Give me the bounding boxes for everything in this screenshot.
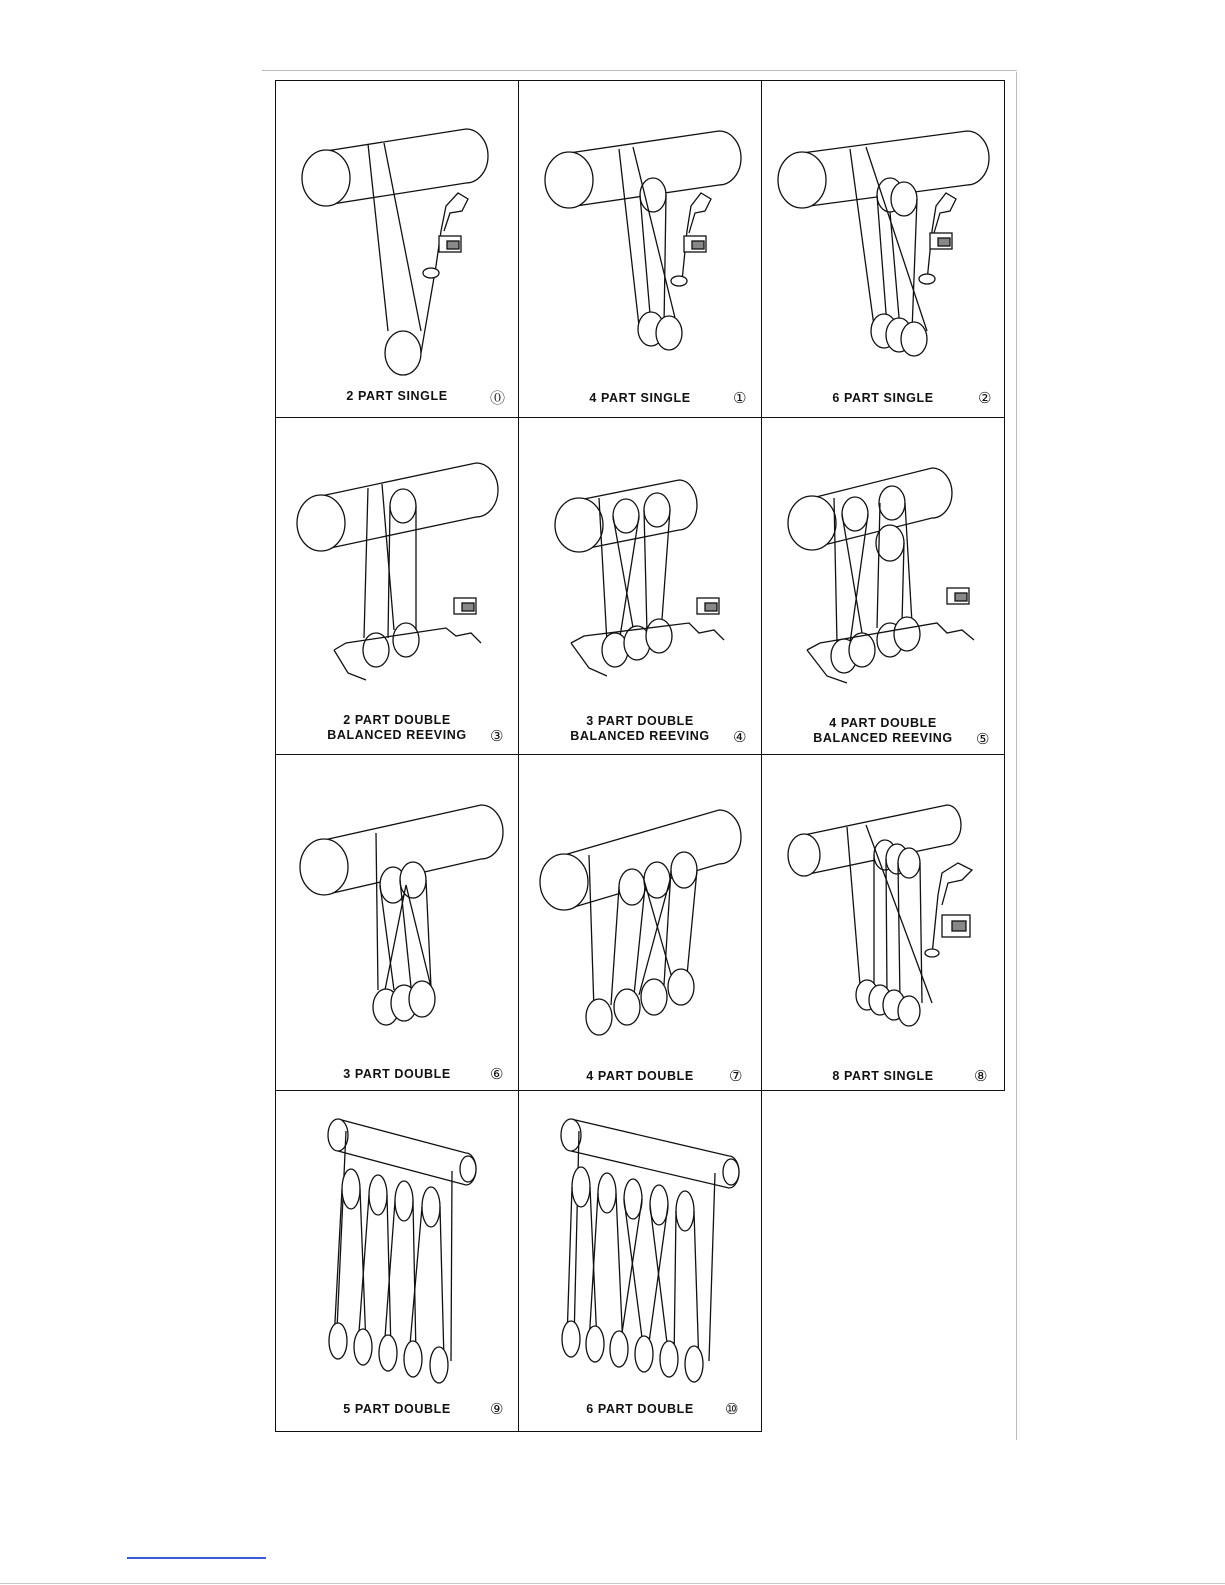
caption-line: 2 PART SINGLE — [346, 389, 448, 403]
reeving-drawing-2-part-single — [276, 81, 519, 418]
reeving-drawing-6-part-single — [762, 81, 1005, 418]
panel-number: ② — [978, 389, 992, 407]
caption-line: 6 PART SINGLE — [832, 391, 934, 405]
right-rule — [1016, 72, 1017, 1440]
caption-line: BALANCED REEVING — [327, 728, 467, 742]
panel-6-part-double — [518, 1090, 762, 1432]
panel-number: ④ — [733, 728, 747, 746]
panel-number: ① — [733, 389, 747, 407]
caption-line: 4 PART SINGLE — [589, 391, 691, 405]
panel-number: ⑥ — [490, 1065, 504, 1083]
caption-line: 5 PART DOUBLE — [343, 1402, 451, 1416]
caption-line: 3 PART DOUBLE — [586, 714, 694, 728]
reeving-drawing-3-part-double — [276, 755, 519, 1091]
panel-2-part-double-balanced — [275, 417, 519, 755]
panel-8-part-single — [761, 754, 1005, 1091]
panel-4-part-double-balanced — [761, 417, 1005, 755]
reeving-drawing-4-part-double-balanced — [762, 418, 1005, 755]
panel-5-part-double — [275, 1090, 519, 1432]
reeving-drawing-6-part-double — [519, 1091, 762, 1432]
panel-number: ⓪ — [490, 389, 506, 407]
caption-line: 2 PART DOUBLE — [343, 713, 451, 727]
panel-number: ③ — [490, 727, 504, 745]
panel-3-part-double-balanced — [518, 417, 762, 755]
panel-6-part-single — [761, 80, 1005, 418]
caption-line: 4 PART DOUBLE — [829, 716, 937, 730]
reeving-drawing-2-part-double-balanced — [276, 418, 519, 755]
panel-number: ⑨ — [490, 1400, 504, 1418]
reeving-drawing-4-part-double — [519, 755, 762, 1091]
panel-number: ⑧ — [974, 1067, 988, 1085]
reeving-drawing-5-part-double — [276, 1091, 519, 1432]
reeving-drawing-4-part-single — [519, 81, 762, 418]
panel-4-part-double — [518, 754, 762, 1091]
panel-number: ⑦ — [729, 1067, 743, 1085]
caption-line: 8 PART SINGLE — [832, 1069, 934, 1083]
bottom-link-underline — [127, 1557, 266, 1559]
caption-line: BALANCED REEVING — [570, 729, 710, 743]
caption-line: 4 PART DOUBLE — [586, 1069, 694, 1083]
panel-number: ⑩ — [725, 1400, 739, 1418]
panel-2-part-single — [275, 80, 519, 418]
reeving-drawing-3-part-double-balanced — [519, 418, 762, 755]
caption-line: 6 PART DOUBLE — [586, 1402, 694, 1416]
top-rule — [262, 70, 1017, 71]
caption-line: BALANCED REEVING — [813, 731, 953, 745]
bottom-rule — [0, 1583, 1225, 1584]
panel-3-part-double — [275, 754, 519, 1091]
caption-line: 3 PART DOUBLE — [343, 1067, 451, 1081]
panel-4-part-single — [518, 80, 762, 418]
panel-number: ⑤ — [976, 730, 990, 748]
reeving-drawing-8-part-single — [762, 755, 1005, 1091]
